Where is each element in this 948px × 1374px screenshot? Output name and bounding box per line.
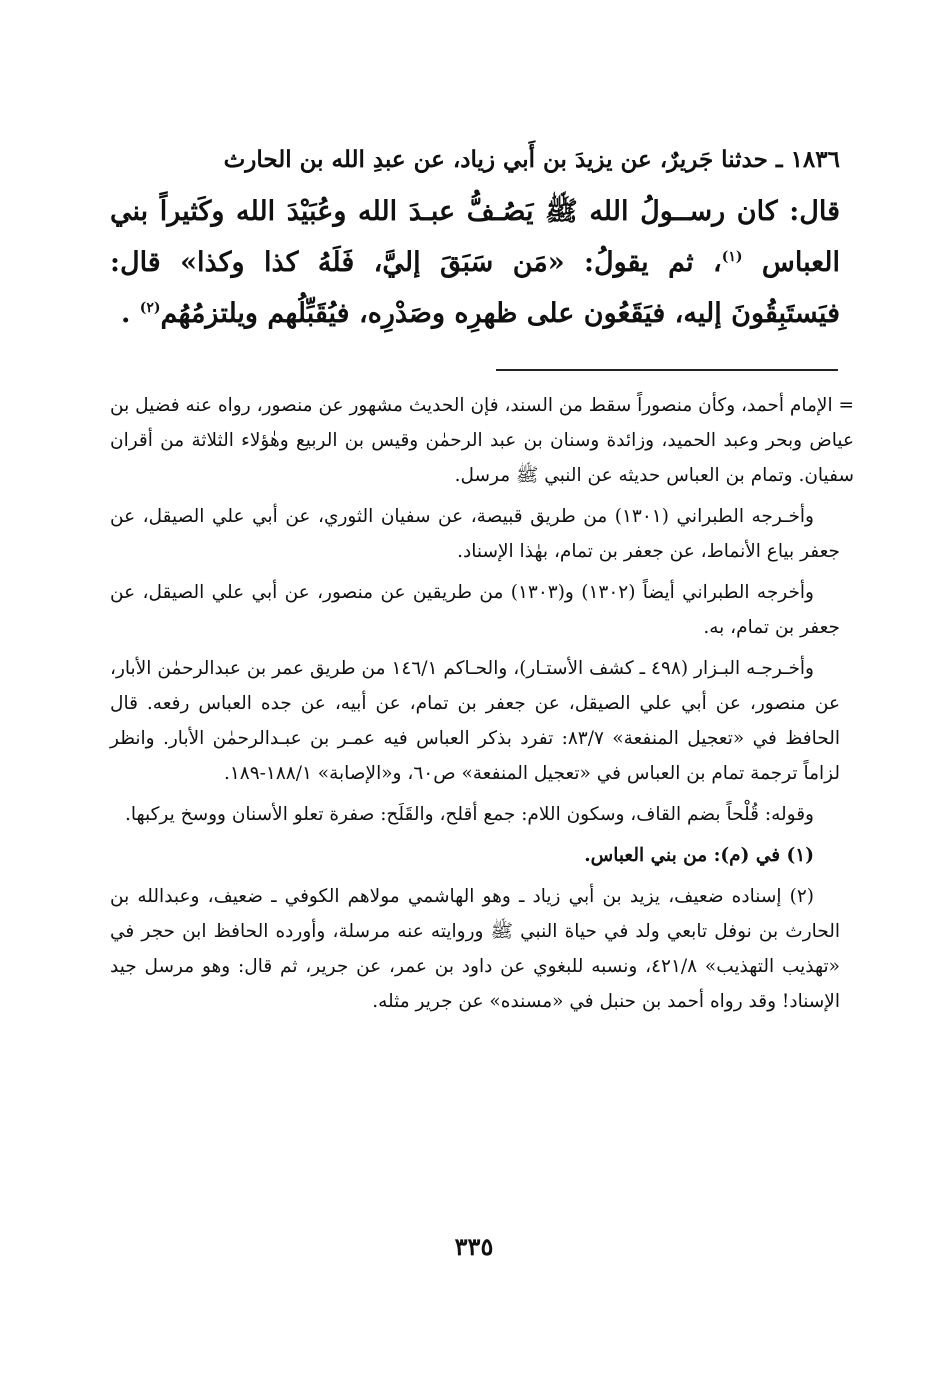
footnote-paragraph-1: وأخـرجه الطبراني (١٣٠١) من طريق قبيصة، عن سفيان الثوري، عن أبي علي الصيقل، عن جعفر بياع الأنماط، عن جعفر بن تمام، بهٰذا الإسناد. bbox=[110, 506, 840, 562]
footnote-continuation: = الإمام أحمد، وكأن منصوراً سقط من السند، فإن الحديث مشهور عن منصور، رواه عنه فضيل بن عياض وبحر وعبد الحميد، وزائدة وسنان بن عبد الرحمٰن وقيس بن الربيع وهٰؤلاء الثلاثة من أقران سفيان. وتمام بن العباس حديثه عن النبي ﷺ مرسل. bbox=[110, 395, 854, 486]
footnote-1: (١) في (م): من بني العباس. bbox=[584, 845, 814, 866]
footnote-divider bbox=[496, 369, 838, 371]
footnote-marker-1[interactable]: (١) bbox=[721, 249, 743, 265]
footnote-paragraph-2: وأخرجه الطبراني أيضاً (١٣٠٢) و(١٣٠٣) من طريقين عن منصور، عن أبي علي الصيقل، عن جعفر بن تمام، به. bbox=[110, 582, 840, 638]
hadith-text-end: . bbox=[120, 298, 131, 329]
hadith-text-part2: ، ثم يقولُ: «مَن سَبَقَ إليَّ، فَلَهُ كذا وكذا» قال: فيَستَبِقُونَ إليه، فيَقَعُون على ظهرِه وصَدْرِه، فيُقَبِّلُهم ويلتزمُهُم bbox=[110, 247, 840, 329]
hadith-isnad: ١٨٣٦ ـ حدثنا جَريرٌ، عن يزيدَ بن أَبي زياد، عن عبدِ الله بن الحارث bbox=[223, 146, 840, 173]
footnote-paragraph-4: وقوله: قُلْحاً بضم القاف، وسكون اللام: جمع أقلح، والقَلَح: صفرة تعلو الأسنان ووسخ يركبها. bbox=[124, 804, 814, 825]
footnotes bbox=[110, 388, 854, 1025]
footnote-2: (٢) إسناده ضعيف، يزيد بن أبي زياد ـ وهو الهاشمي مولاهم الكوفي ـ ضعيف، وعبدالله بن الحارث بن نوفل تابعي ولد في حياة النبي ﷺ وروايته عنه مرسلة، وأورده الحافظ ابن حجر في «تهذيب التهذيب» ٤٢١/٨، ونسبه للبغوي عن داود بن عمر، عن جرير، ثم قال: وهو مرسل جيد الإسناد! وقد رواه أحمد بن حنبل في «مسنده» عن جرير مثله. bbox=[110, 886, 840, 1012]
hadith-block bbox=[110, 142, 840, 339]
page-number: ٣٣٥ bbox=[454, 1232, 494, 1261]
hadith-matn bbox=[110, 186, 840, 339]
footnote-paragraph-3: وأخـرجـه البـزار (٤٩٨ ـ كشف الأستـار)، والحـاكم ١٤٦/١ من طريق عمر بن عبدالرحمٰن الأبار، عن منصور، عن أبي علي الصيقل، عن جعفر بن تمام، عن أبيه، عن جده العباس رفعه. قال الحافظ في «تعجيل المنفعة» ٨٣/٧: تفرد بذكر العباس فيه عمـر بن عبـدالرحمٰن الأبار. وانظر لزاماً ترجمة تمام بن العباس في «تعجيل المنفعة» ص٦٠، و«الإصابة» ١٨٨/١-١٨٩. bbox=[110, 658, 841, 784]
hadith-text-part1: قال: كان رســولُ الله ﷺ يَصُـفُّ عبـدَ الله وعُبَيْدَ الله وكَثيراً بني العباس bbox=[110, 196, 841, 278]
footnote-marker-2[interactable]: (٢) bbox=[139, 300, 161, 316]
